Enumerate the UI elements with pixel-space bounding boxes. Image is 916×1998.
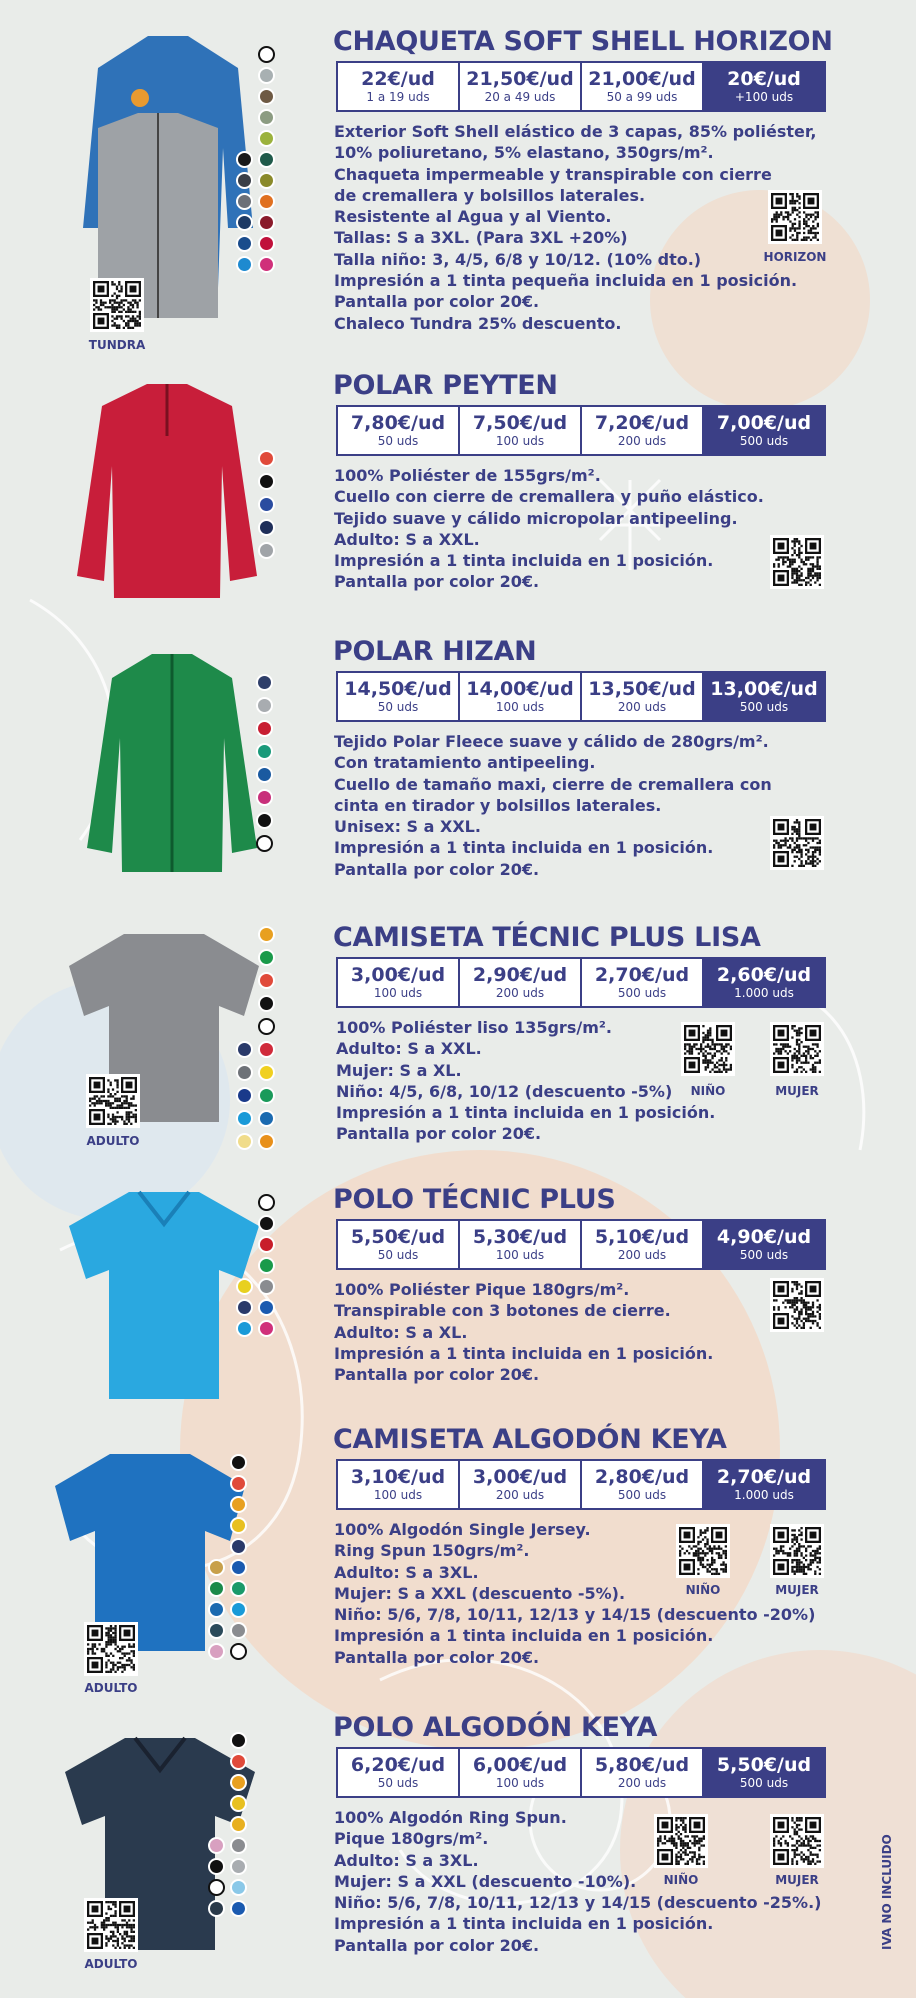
color-swatch[interactable] [236, 172, 253, 189]
qr-label-horizon: HORIZON [763, 250, 827, 264]
desc-line: Niño: 5/6, 7/8, 10/11, 12/13 y 14/15 (descuento -20%) [334, 1605, 816, 1625]
color-swatch[interactable] [230, 1496, 247, 1513]
price: 5,80€/ud [594, 1754, 690, 1776]
quantity: 100 uds [373, 986, 423, 1000]
vat-note: IVA NO INCLUIDO [880, 1834, 894, 1950]
color-swatch[interactable] [230, 1622, 247, 1639]
color-swatch[interactable] [258, 1278, 275, 1295]
color-swatch[interactable] [236, 256, 253, 273]
color-swatch[interactable] [236, 235, 253, 252]
quantity: 50 uds [377, 434, 419, 448]
color-swatch[interactable] [208, 1643, 225, 1660]
desc-line: Pantalla por color 20€. [334, 1365, 540, 1385]
price-tier [460, 63, 582, 110]
fleece-image [72, 376, 262, 602]
color-swatch[interactable] [258, 926, 275, 943]
color-swatch[interactable] [258, 193, 275, 210]
price-tier [338, 673, 460, 720]
price: 13,00€/ud [710, 678, 818, 700]
price: 4,90€/ud [716, 1226, 812, 1248]
quantity: +100 uds [734, 90, 794, 104]
color-swatch[interactable] [258, 130, 275, 147]
qr-code-adulto[interactable] [84, 1622, 138, 1676]
desc-line: 10% poliuretano, 5% elastano, 350grs/m². [334, 143, 714, 163]
desc-line: Pantalla por color 20€. [334, 292, 540, 312]
price-tier [460, 1221, 582, 1268]
desc-line: Impresión a 1 tinta incluida en 1 posición. [336, 1103, 716, 1123]
desc-line: Adulto: S a XXL. [334, 529, 480, 549]
quantity: 50 a 99 uds [606, 90, 678, 104]
color-swatch[interactable] [258, 1133, 275, 1150]
desc-line: Exterior Soft Shell elástico de 3 capas, 85% poliéster, [334, 122, 817, 141]
price-table [336, 671, 826, 722]
qr-label-adulto: ADULTO [84, 1957, 138, 1971]
color-swatch[interactable] [230, 1559, 247, 1576]
desc-line: Unisex: S a XXL. [334, 817, 481, 837]
color-swatch[interactable] [258, 1041, 275, 1058]
color-swatch[interactable] [236, 1133, 253, 1150]
color-swatch[interactable] [256, 766, 273, 783]
color-swatch[interactable] [230, 1774, 247, 1791]
price-tier [460, 1461, 582, 1508]
color-swatch[interactable] [230, 1601, 247, 1618]
product-description [334, 121, 817, 334]
qr-label-adulto: ADULTO [86, 1134, 140, 1148]
color-swatch[interactable] [258, 235, 275, 252]
price-table [336, 405, 826, 456]
price: 13,50€/ud [588, 678, 696, 700]
size-note: (Para 3XL +20%) [475, 228, 628, 248]
product-title: CAMISETA TÉCNIC PLUS LISA [333, 922, 761, 953]
price: 2,70€/ud [594, 964, 690, 986]
color-swatch[interactable] [256, 720, 273, 737]
color-swatch[interactable] [230, 1837, 247, 1854]
desc-text: Tallas: S a 3XL. [334, 228, 471, 248]
color-swatch[interactable] [258, 46, 275, 63]
desc-line: Pantalla por color 20€. [334, 1935, 540, 1955]
desc-line: 100% Poliéster Pique 180grs/m². [334, 1280, 630, 1299]
price: 21,50€/ud [466, 68, 574, 90]
color-swatch[interactable] [258, 542, 275, 559]
product-title: POLO ALGODÓN KEYA [333, 1712, 658, 1743]
quantity: 200 uds [495, 1488, 545, 1502]
price-table [336, 61, 826, 112]
price-tier [704, 63, 824, 110]
product-description [334, 465, 804, 593]
desc-line: Talla niño: 3, 4/5, 6/8 y 10/12. (10% dto.) [334, 249, 702, 269]
color-swatch[interactable] [236, 1087, 253, 1104]
price-tier [704, 673, 824, 720]
price: 2,80€/ud [594, 1466, 690, 1488]
price-tier [704, 407, 824, 454]
price: 5,50€/ud [350, 1226, 446, 1248]
quantity: 50 uds [377, 1248, 419, 1262]
desc-line: Niño: 5/6, 7/8, 10/11, 12/13 y 14/15 (descuento -25%.) [334, 1893, 822, 1913]
color-swatch[interactable] [236, 1064, 253, 1081]
quantity: 20 a 49 uds [484, 90, 556, 104]
price-tier [460, 959, 582, 1006]
price-table [336, 1219, 826, 1270]
quantity: 200 uds [617, 1776, 667, 1790]
color-swatch[interactable] [258, 88, 275, 105]
color-swatch[interactable] [208, 1900, 225, 1917]
color-swatch[interactable] [258, 1257, 275, 1274]
desc-line: Tejido Polar Fleece suave y cálido de 280grs/m². [334, 732, 769, 751]
color-swatch[interactable] [208, 1879, 225, 1896]
color-swatch[interactable] [258, 450, 275, 467]
color-swatch[interactable] [256, 743, 273, 760]
product-description [334, 1279, 804, 1385]
quantity: 1.000 uds [734, 1488, 794, 1502]
color-swatch[interactable] [258, 67, 275, 84]
desc-line: de cremallera y bolsillos laterales. [334, 185, 646, 205]
price-tier [338, 63, 460, 110]
color-swatch[interactable] [208, 1559, 225, 1576]
color-swatch[interactable] [258, 1299, 275, 1316]
color-swatch[interactable] [230, 1753, 247, 1770]
color-swatch[interactable] [258, 1110, 275, 1127]
product-title: POLAR HIZAN [333, 636, 537, 667]
color-swatch[interactable] [256, 697, 273, 714]
color-swatch[interactable] [258, 109, 275, 126]
color-swatch[interactable] [230, 1538, 247, 1555]
color-swatch[interactable] [236, 1110, 253, 1127]
price: 2,90€/ud [472, 964, 568, 986]
color-swatch[interactable] [230, 1816, 247, 1833]
product-title: POLO TÉCNIC PLUS [333, 1184, 616, 1215]
price: 20€/ud [727, 68, 801, 90]
desc-line: Transpirable con 3 botones de cierre. [334, 1301, 671, 1321]
desc-line: Adulto: S a XXL. [336, 1039, 482, 1059]
color-swatch[interactable] [236, 1278, 253, 1295]
product-title: POLAR PEYTEN [333, 370, 558, 401]
price-table [336, 1747, 826, 1798]
quantity: 1 a 19 uds [366, 90, 430, 104]
color-swatch[interactable] [258, 1018, 275, 1035]
desc-line: Pantalla por color 20€. [336, 1124, 542, 1144]
price-tier [582, 959, 704, 1006]
desc-line: Cuello de tamaño maxi, cierre de cremallera con [334, 774, 772, 794]
desc-line: Tejido suave y cálido micropolar antipeeling. [334, 508, 738, 528]
color-swatch[interactable] [258, 519, 275, 536]
price-tier [582, 673, 704, 720]
quantity: 50 uds [377, 1776, 419, 1790]
price: 7,00€/ud [716, 412, 812, 434]
price: 14,50€/ud [344, 678, 452, 700]
price-tier [704, 1749, 824, 1796]
desc-line: Chaleco Tundra 25% descuento. [334, 313, 622, 333]
price: 2,70€/ud [716, 1466, 812, 1488]
color-swatch[interactable] [258, 256, 275, 273]
quantity: 200 uds [495, 986, 545, 1000]
color-swatch[interactable] [258, 1064, 275, 1081]
price-table [336, 1459, 826, 1510]
polo-image [64, 1184, 264, 1404]
desc-line: Impresión a 1 tinta incluida en 1 posición. [334, 1343, 714, 1363]
color-swatch[interactable] [208, 1622, 225, 1639]
color-swatch[interactable] [256, 812, 273, 829]
price-tier [582, 1749, 704, 1796]
color-swatch[interactable] [230, 1879, 247, 1896]
price-tier [582, 407, 704, 454]
color-swatch[interactable] [258, 972, 275, 989]
color-swatch[interactable] [230, 1900, 247, 1917]
color-swatch[interactable] [230, 1454, 247, 1471]
price-tier [582, 1221, 704, 1268]
color-swatch[interactable] [258, 1320, 275, 1337]
color-swatch[interactable] [258, 214, 275, 231]
color-swatch[interactable] [258, 1215, 275, 1232]
quantity: 100 uds [495, 1248, 545, 1262]
price: 3,00€/ud [472, 1466, 568, 1488]
price: 5,30€/ud [472, 1226, 568, 1248]
color-swatch[interactable] [230, 1858, 247, 1875]
color-swatch[interactable] [258, 473, 275, 490]
price-tier [338, 1221, 460, 1268]
desc-line: Niño: 4/5, 6/8, 10/12 (descuento -5%) [336, 1081, 673, 1101]
quantity: 200 uds [617, 700, 667, 714]
quantity: 100 uds [495, 1776, 545, 1790]
desc-line: Mujer: S a XL. [336, 1060, 462, 1080]
color-swatch[interactable] [208, 1858, 225, 1875]
color-swatch[interactable] [208, 1601, 225, 1618]
price-tier [582, 1461, 704, 1508]
product-description [334, 731, 804, 880]
price: 3,00€/ud [350, 964, 446, 986]
color-swatch[interactable] [230, 1475, 247, 1492]
desc-line: 100% Poliéster liso 135grs/m². [336, 1018, 612, 1037]
color-swatch[interactable] [258, 949, 275, 966]
product-description [334, 1519, 816, 1668]
desc-line: Impresión a 1 tinta incluida en 1 posición. [334, 1626, 714, 1646]
price-tier [338, 1749, 460, 1796]
price-tier [338, 407, 460, 454]
desc-line: Ring Spun 150grs/m². [334, 1541, 530, 1561]
color-swatch[interactable] [258, 1087, 275, 1104]
desc-line: Mujer: S a XXL (descuento -10%). [334, 1871, 637, 1891]
desc-line: Adulto: S a 3XL. [334, 1850, 479, 1870]
price-tier [704, 1461, 824, 1508]
price: 7,50€/ud [472, 412, 568, 434]
qr-label-mujer: MUJER [775, 1873, 819, 1887]
qr-label-nino: NIÑO [690, 1084, 726, 1098]
qr-label-nino: NIÑO [685, 1583, 721, 1597]
desc-line: cinta en tirador y bolsillos laterales. [334, 795, 662, 815]
desc-line: Pique 180grs/m². [334, 1829, 489, 1849]
qr-label-mujer: MUJER [775, 1583, 819, 1597]
desc-line: Mujer: S a XXL (descuento -5%). [334, 1583, 626, 1603]
color-swatch[interactable] [258, 1236, 275, 1253]
quantity: 200 uds [617, 434, 667, 448]
desc-line: Chaqueta impermeable y transpirable con cierre [334, 164, 772, 184]
desc-line: Cuello con cierre de cremallera y puño elástico. [334, 487, 764, 507]
color-swatch[interactable] [258, 995, 275, 1012]
qr-label-mujer: MUJER [775, 1084, 819, 1098]
fleece-image [82, 648, 262, 876]
color-swatch[interactable] [208, 1580, 225, 1597]
desc-line-sizes [334, 227, 804, 248]
desc-line: Impresión a 1 tinta incluida en 1 posición. [334, 1914, 714, 1934]
price: 2,60€/ud [716, 964, 812, 986]
quantity: 500 uds [739, 700, 789, 714]
price: 5,50€/ud [716, 1754, 812, 1776]
desc-line: Pantalla por color 20€. [334, 572, 540, 592]
qr-label-adulto: ADULTO [84, 1681, 138, 1695]
color-swatch[interactable] [256, 835, 273, 852]
price-table [336, 957, 826, 1008]
color-swatch[interactable] [236, 1299, 253, 1316]
price: 6,00€/ud [472, 1754, 568, 1776]
qr-label-tundra: TUNDRA [88, 338, 146, 352]
color-swatch[interactable] [230, 1643, 247, 1660]
color-swatch[interactable] [258, 496, 275, 513]
desc-line: Impresión a 1 tinta incluida en 1 posición. [334, 838, 714, 858]
price: 6,20€/ud [350, 1754, 446, 1776]
color-swatch[interactable] [230, 1580, 247, 1597]
color-swatch[interactable] [230, 1795, 247, 1812]
price: 7,20€/ud [594, 412, 690, 434]
price-tier [582, 63, 704, 110]
desc-line: Impresión a 1 tinta pequeña incluida en 1 posición. [334, 271, 798, 291]
desc-line: Pantalla por color 20€. [334, 859, 540, 879]
price: 21,00€/ud [588, 68, 696, 90]
desc-line: Impresión a 1 tinta incluida en 1 posición. [334, 551, 714, 571]
color-swatch[interactable] [230, 1732, 247, 1749]
product-description [334, 1807, 822, 1956]
color-swatch[interactable] [236, 214, 253, 231]
quantity: 50 uds [377, 700, 419, 714]
quantity: 500 uds [739, 1248, 789, 1262]
desc-line: Con tratamiento antipeeling. [334, 753, 596, 773]
product-description [336, 1017, 806, 1145]
color-swatch[interactable] [256, 674, 273, 691]
price-tier [460, 1749, 582, 1796]
color-swatch[interactable] [236, 1320, 253, 1337]
color-swatch[interactable] [258, 151, 275, 168]
quantity: 100 uds [373, 1488, 423, 1502]
desc-line: 100% Algodón Single Jersey. [334, 1520, 591, 1539]
price: 7,80€/ud [350, 412, 446, 434]
desc-line: 100% Poliéster de 155grs/m². [334, 466, 601, 485]
color-swatch[interactable] [208, 1837, 225, 1854]
color-swatch[interactable] [258, 1194, 275, 1211]
quantity: 500 uds [739, 1776, 789, 1790]
color-swatch[interactable] [236, 1041, 253, 1058]
price-tier [704, 959, 824, 1006]
quantity: 500 uds [617, 986, 667, 1000]
quantity: 100 uds [495, 700, 545, 714]
price: 22€/ud [361, 68, 435, 90]
qr-code-adulto[interactable] [84, 1898, 138, 1952]
qr-label-nino: NIÑO [663, 1873, 699, 1887]
color-swatch[interactable] [258, 172, 275, 189]
qr-code-adulto[interactable] [86, 1074, 140, 1128]
price: 5,10€/ud [594, 1226, 690, 1248]
product-title: CHAQUETA SOFT SHELL HORIZON [333, 26, 833, 57]
qr-code-tundra[interactable] [90, 278, 144, 332]
price-tier [460, 673, 582, 720]
color-swatch[interactable] [236, 151, 253, 168]
quantity: 1.000 uds [734, 986, 794, 1000]
desc-line: Adulto: S a 3XL. [334, 1562, 479, 1582]
quantity: 200 uds [617, 1248, 667, 1262]
desc-line: Resistente al Agua y al Viento. [334, 207, 612, 227]
quantity: 500 uds [739, 434, 789, 448]
quantity: 100 uds [495, 434, 545, 448]
desc-line: Adulto: S a XL. [334, 1322, 468, 1342]
desc-line: Pantalla por color 20€. [334, 1647, 540, 1667]
quantity: 500 uds [617, 1488, 667, 1502]
price-tier [338, 1461, 460, 1508]
price-tier [704, 1221, 824, 1268]
product-title: CAMISETA ALGODÓN KEYA [333, 1424, 727, 1455]
color-swatch[interactable] [230, 1517, 247, 1534]
price: 14,00€/ud [466, 678, 574, 700]
desc-line: 100% Algodón Ring Spun. [334, 1808, 567, 1827]
price-tier [460, 407, 582, 454]
price: 3,10€/ud [350, 1466, 446, 1488]
color-swatch[interactable] [256, 789, 273, 806]
color-swatch[interactable] [236, 193, 253, 210]
price-tier [338, 959, 460, 1006]
